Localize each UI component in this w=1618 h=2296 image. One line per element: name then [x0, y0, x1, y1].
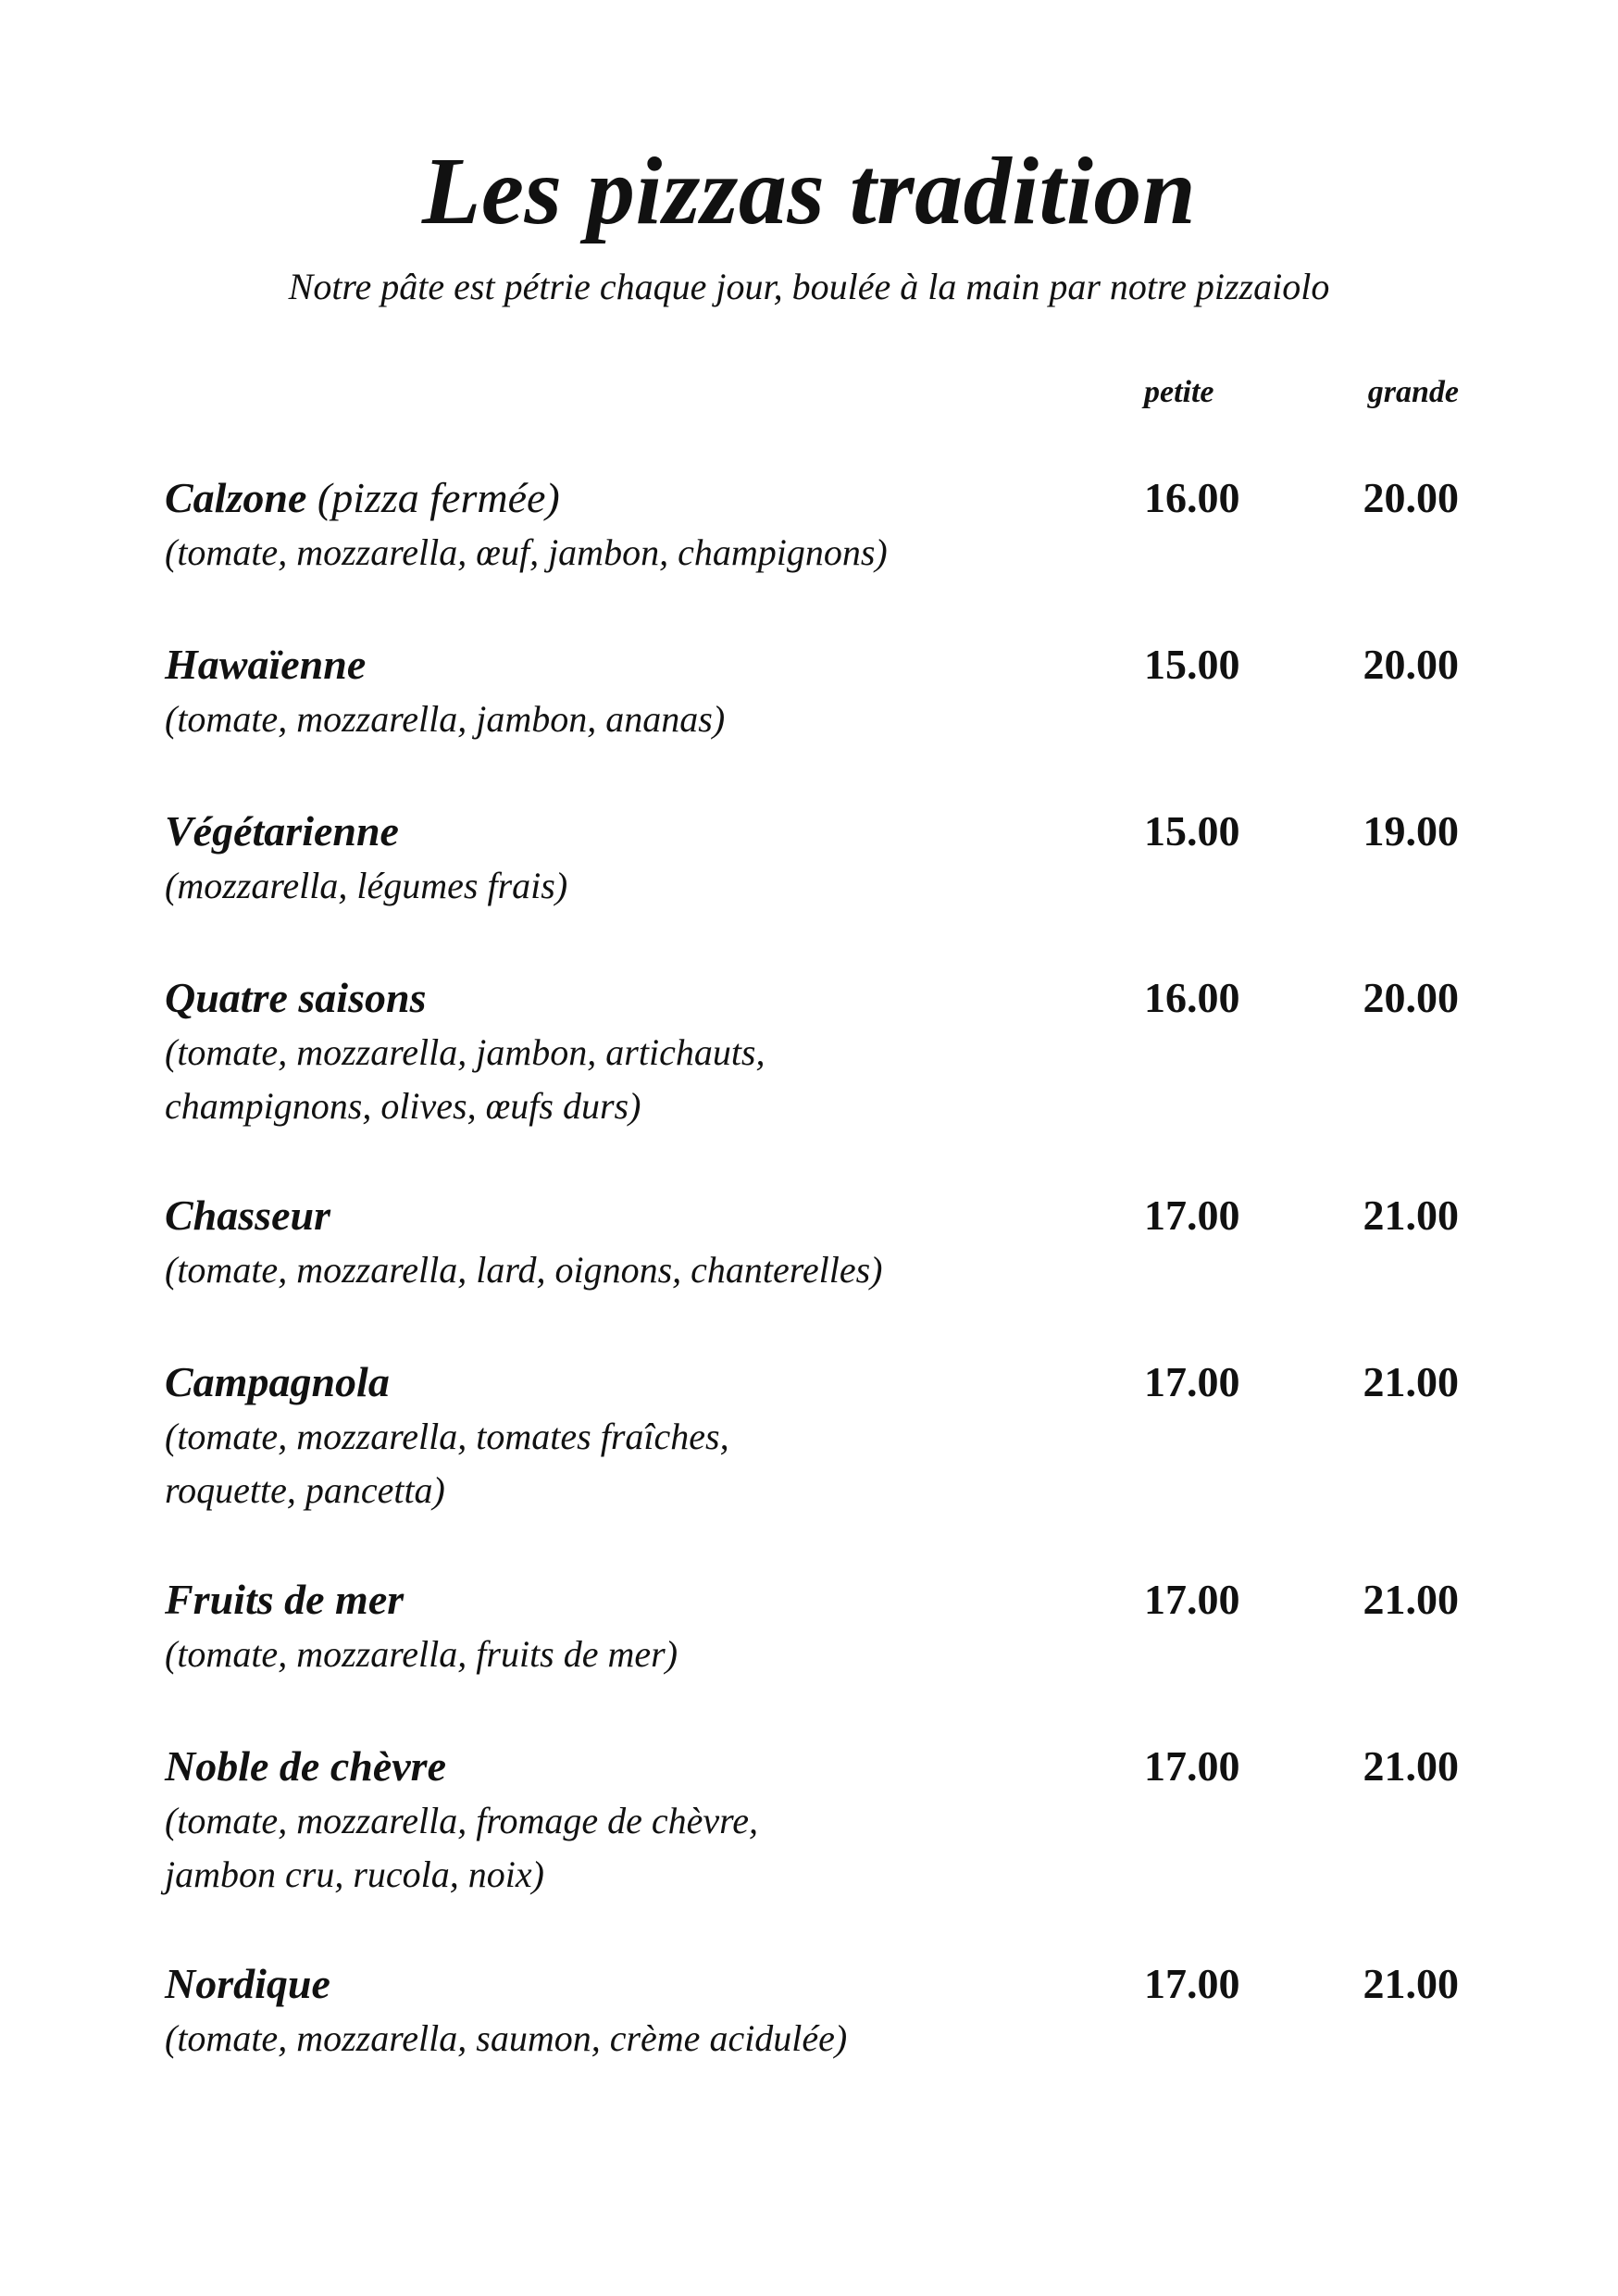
item-description-line: (tomate, mozzarella, saumon, crème acidulée): [165, 2017, 848, 2059]
item-description: [165, 1410, 998, 1517]
item-name: [165, 1741, 1459, 1792]
item-name-text: Noble de chèvre: [165, 1742, 446, 1790]
item-description-line: (tomate, mozzarella, tomates fraîches,: [165, 1416, 729, 1457]
menu-item: [165, 805, 1459, 913]
item-name-text: Calzone: [165, 474, 307, 521]
item-name-text: Nordique: [165, 1960, 330, 2007]
item-name: [165, 1356, 1459, 1408]
menu-item: [165, 1958, 1459, 2065]
item-description-line: champignons, olives, œufs durs): [165, 1085, 641, 1127]
menu-item: [165, 639, 1459, 746]
item-name: [165, 472, 1459, 524]
item-description: [165, 2012, 998, 2065]
price-grande: 21.00: [1363, 1576, 1459, 1623]
item-name: [165, 1190, 1459, 1242]
item-description-line: (tomate, mozzarella, lard, oignons, chanterelles): [165, 1249, 883, 1291]
item-name-text: Campagnola: [165, 1358, 390, 1405]
price-grande: 20.00: [1363, 641, 1459, 688]
item-note: (pizza fermée): [306, 474, 560, 521]
item-description: [165, 693, 998, 746]
item-description: [165, 1026, 998, 1133]
item-name: [165, 805, 1459, 857]
menu-item: [165, 472, 1459, 580]
item-description-line: (mozzarella, légumes frais): [165, 865, 568, 906]
page-subtitle: Notre pâte est pétrie chaque jour, boulée à la main par notre pizzaiolo: [288, 266, 1330, 307]
item-description-line: (tomate, mozzarella, fromage de chèvre,: [165, 1800, 758, 1841]
menu-item: [165, 1741, 1459, 1902]
price-grande: 20.00: [1363, 974, 1459, 1021]
item-name: [165, 639, 1459, 691]
column-header-petite: petite: [1144, 375, 1214, 409]
price-petite: 17.00: [1144, 1742, 1240, 1790]
page-title: Les pizzas tradition: [421, 138, 1197, 244]
price-petite: 15.00: [1144, 807, 1240, 855]
menu-item: [165, 1190, 1459, 1297]
item-name-text: Quatre saisons: [165, 974, 427, 1021]
item-description: [165, 526, 998, 580]
item-name-text: Hawaïenne: [165, 641, 367, 688]
price-petite: 17.00: [1144, 1192, 1240, 1239]
item-description-line: jambon cru, rucola, noix): [165, 1853, 544, 1895]
menu-item: [165, 1356, 1459, 1517]
item-name: [165, 1958, 1459, 2010]
price-petite: 17.00: [1144, 1576, 1240, 1623]
item-description-line: (tomate, mozzarella, jambon, ananas): [165, 698, 726, 740]
item-description: [165, 1628, 998, 1681]
price-petite: 16.00: [1144, 474, 1240, 521]
price-petite: 16.00: [1144, 974, 1240, 1021]
item-description: [165, 1243, 998, 1297]
item-description-line: (tomate, mozzarella, fruits de mer): [165, 1633, 678, 1675]
menu-item: [165, 1574, 1459, 1681]
item-description-line: roquette, pancetta): [165, 1469, 445, 1511]
price-petite: 17.00: [1144, 1960, 1240, 2007]
item-name-text: Végétarienne: [165, 807, 399, 855]
price-grande: 20.00: [1363, 474, 1459, 521]
item-description: [165, 859, 998, 913]
price-petite: 17.00: [1144, 1358, 1240, 1405]
item-name-text: Chasseur: [165, 1192, 330, 1239]
price-petite: 15.00: [1144, 641, 1240, 688]
item-description-line: (tomate, mozzarella, œuf, jambon, champignons): [165, 531, 888, 573]
menu-item: [165, 972, 1459, 1133]
item-name: [165, 1574, 1459, 1626]
item-name: [165, 972, 1459, 1024]
price-grande: 21.00: [1363, 1358, 1459, 1405]
item-description-line: (tomate, mozzarella, jambon, artichauts,: [165, 1031, 765, 1073]
price-grande: 21.00: [1363, 1192, 1459, 1239]
item-description: [165, 1794, 998, 1902]
item-name-text: Fruits de mer: [165, 1576, 404, 1623]
column-header-grande: grande: [1367, 375, 1459, 409]
price-grande: 21.00: [1363, 1960, 1459, 2007]
price-grande: 19.00: [1363, 807, 1459, 855]
price-grande: 21.00: [1363, 1742, 1459, 1790]
